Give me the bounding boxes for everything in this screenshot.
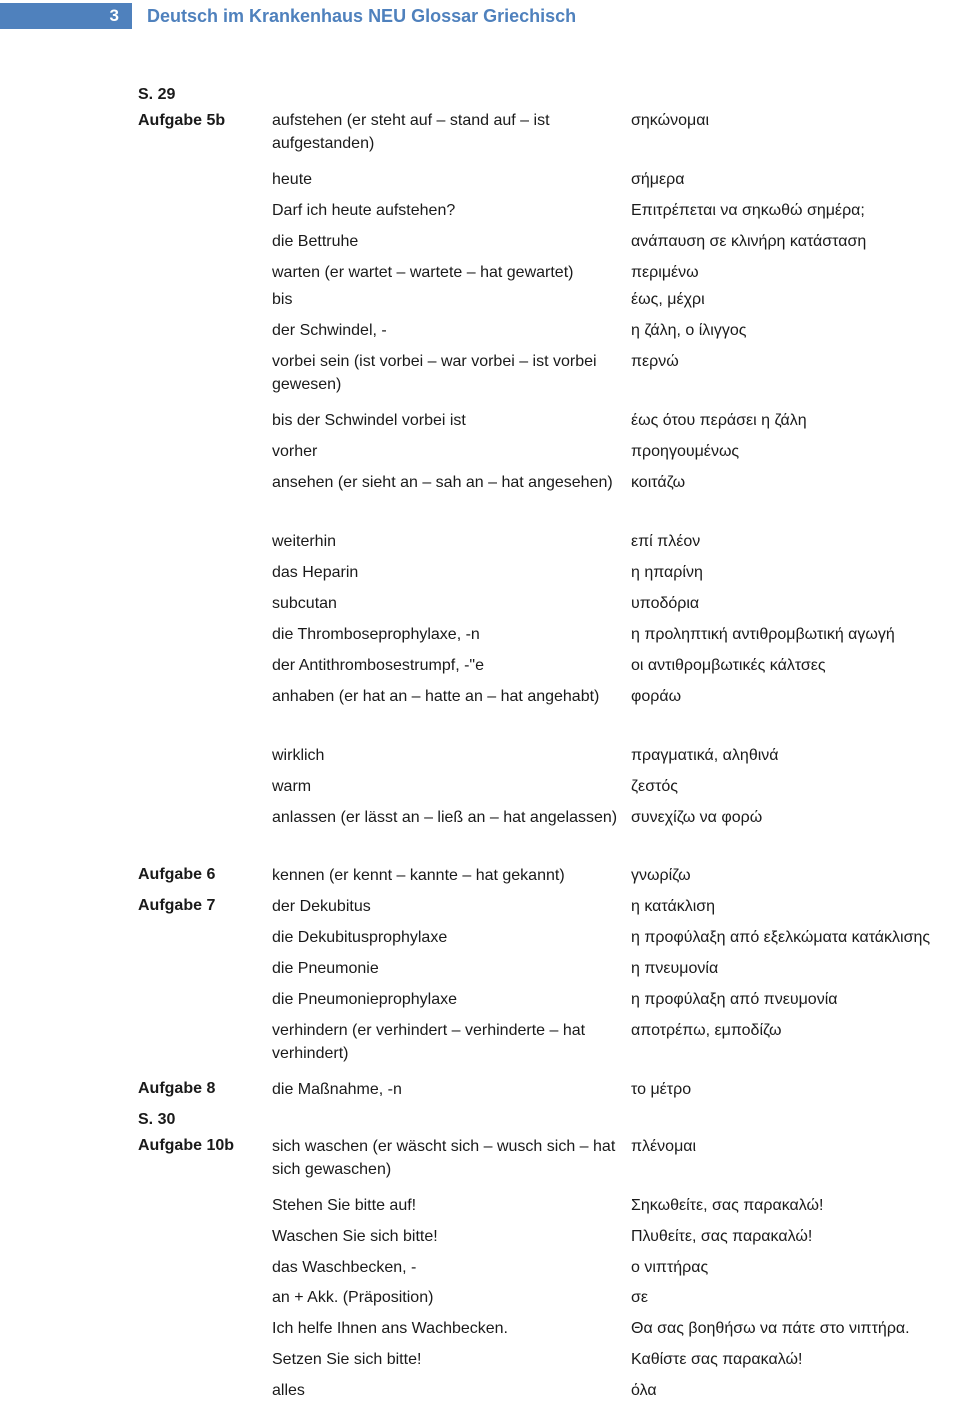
greek-translation: επί πλέον xyxy=(631,533,701,550)
german-term: der Schwindel, - xyxy=(272,322,387,339)
section-aufgabe-5b: Aufgabe 5b xyxy=(138,112,226,129)
greek-translation: ανάπαυση σε κλινήρη κατάσταση xyxy=(631,233,867,250)
greek-translation: φοράω xyxy=(631,688,682,705)
german-term: Stehen Sie bitte auf! xyxy=(272,1197,417,1214)
greek-translation: σηκώνομαι xyxy=(631,112,709,129)
german-term: vorbei sein (ist vorbei – war vorbei – ist vorbei gewesen) xyxy=(272,353,597,393)
german-term: Waschen Sie sich bitte! xyxy=(272,1228,438,1245)
german-term: an + Akk. (Präposition) xyxy=(272,1289,434,1306)
greek-translation: η προφύλαξη από εξελκώματα κατάκλισης xyxy=(631,929,931,946)
greek-translation: ο νιπτήρας xyxy=(631,1259,709,1276)
section-aufgabe-8: Aufgabe 8 xyxy=(138,1080,216,1097)
greek-translation: έως, μέχρι xyxy=(631,291,705,308)
greek-translation: η ζάλη, ο ίλιγγος xyxy=(631,322,747,339)
german-term: die Maßnahme, -n xyxy=(272,1081,402,1098)
german-term: weiterhin xyxy=(272,533,337,550)
german-term: der Antithrombosestrumpf, -"e xyxy=(272,657,484,674)
german-term: bis der Schwindel vorbei ist xyxy=(272,412,466,429)
greek-translation: Θα σας βοηθήσω να πάτε στο νιπτήρα. xyxy=(631,1320,910,1337)
greek-translation: η ηπαρίνη xyxy=(631,564,703,581)
greek-translation: Πλυθείτε, σας παρακαλώ! xyxy=(631,1228,813,1245)
german-term: das Heparin xyxy=(272,564,359,581)
german-term: die Bettruhe xyxy=(272,233,359,250)
german-term: verhindern (er verhindert – verhinderte – hat verhindert) xyxy=(272,1022,586,1062)
greek-translation: η κατάκλιση xyxy=(631,898,716,915)
page-header xyxy=(0,3,960,29)
german-term: die Thromboseprophylaxe, -n xyxy=(272,626,480,643)
german-term: aufstehen (er steht auf – stand auf – ist aufgestanden) xyxy=(272,112,550,152)
section-aufgabe-7: Aufgabe 7 xyxy=(138,897,216,914)
greek-translation: περιμένω xyxy=(631,264,699,281)
greek-translation: ζεστός xyxy=(631,778,678,795)
german-term: Darf ich heute aufstehen? xyxy=(272,202,456,219)
greek-translation: οι αντιθρομβωτικές κάλτσες xyxy=(631,657,826,674)
greek-translation: η προφύλαξη από πνευμονία xyxy=(631,991,838,1008)
german-term: vorher xyxy=(272,443,318,460)
greek-translation: Σηκωθείτε, σας παρακαλώ! xyxy=(631,1197,824,1214)
greek-translation: όλα xyxy=(631,1382,657,1399)
german-term: heute xyxy=(272,171,313,188)
german-term: der Dekubitus xyxy=(272,898,371,915)
greek-translation: κοιτάζω xyxy=(631,474,686,491)
section-page-30: S. 30 xyxy=(138,1111,176,1128)
greek-translation: Επιτρέπεται να σηκωθώ σημέρα; xyxy=(631,202,865,219)
greek-translation: σε xyxy=(631,1289,649,1306)
german-term: warm xyxy=(272,778,312,795)
german-term: bis xyxy=(272,291,293,308)
german-term: warten (er wartet – wartete – hat gewartet) xyxy=(272,264,574,281)
german-term: wirklich xyxy=(272,747,325,764)
greek-translation: συνεχίζω να φορώ xyxy=(631,809,763,826)
greek-translation: η προληπτική αντιθρομβωτική αγωγή xyxy=(631,626,895,643)
greek-translation: έως ότου περάσει η ζάλη xyxy=(631,412,807,429)
german-term: Ich helfe Ihnen ans Wachbecken. xyxy=(272,1320,508,1337)
section-aufgabe-10b: Aufgabe 10b xyxy=(138,1137,235,1154)
greek-translation: το μέτρο xyxy=(631,1081,692,1098)
greek-translation: περνώ xyxy=(631,353,679,370)
greek-translation: πραγματικά, αληθινά xyxy=(631,747,779,764)
german-term: die Dekubitusprophylaxe xyxy=(272,929,448,946)
section-aufgabe-6: Aufgabe 6 xyxy=(138,866,216,883)
german-term: anlassen (er lässt an – ließ an – hat angelassen) xyxy=(272,809,618,826)
document-title: Deutsch im Krankenhaus NEU Glossar Griechisch xyxy=(147,6,577,26)
german-term: die Pneumonieprophylaxe xyxy=(272,991,458,1008)
german-term: das Waschbecken, - xyxy=(272,1259,417,1276)
greek-translation: η πνευμονία xyxy=(631,960,719,977)
section-page-29: S. 29 xyxy=(138,86,176,103)
german-term: Setzen Sie sich bitte! xyxy=(272,1351,422,1368)
greek-translation: αποτρέπω, εμποδίζω xyxy=(631,1022,782,1039)
greek-translation: υποδόρια xyxy=(631,595,700,612)
greek-translation: σήμερα xyxy=(631,171,685,188)
german-term: anhaben (er hat an – hatte an – hat angehabt) xyxy=(272,688,600,705)
german-term: subcutan xyxy=(272,595,337,612)
greek-translation: προηγουμένως xyxy=(631,443,740,460)
german-term: die Pneumonie xyxy=(272,960,379,977)
page-number: 3 xyxy=(0,3,132,29)
greek-translation: πλένομαι xyxy=(631,1138,697,1155)
german-term: ansehen (er sieht an – sah an – hat angesehen) xyxy=(272,474,613,491)
german-term: sich waschen (er wäscht sich – wusch sich – hat sich gewaschen) xyxy=(272,1138,616,1178)
german-term: kennen (er kennt – kannte – hat gekannt) xyxy=(272,867,565,884)
greek-translation: γνωρίζω xyxy=(631,867,691,884)
german-term: alles xyxy=(272,1382,305,1399)
greek-translation: Καθίστε σας παρακαλώ! xyxy=(631,1351,803,1368)
